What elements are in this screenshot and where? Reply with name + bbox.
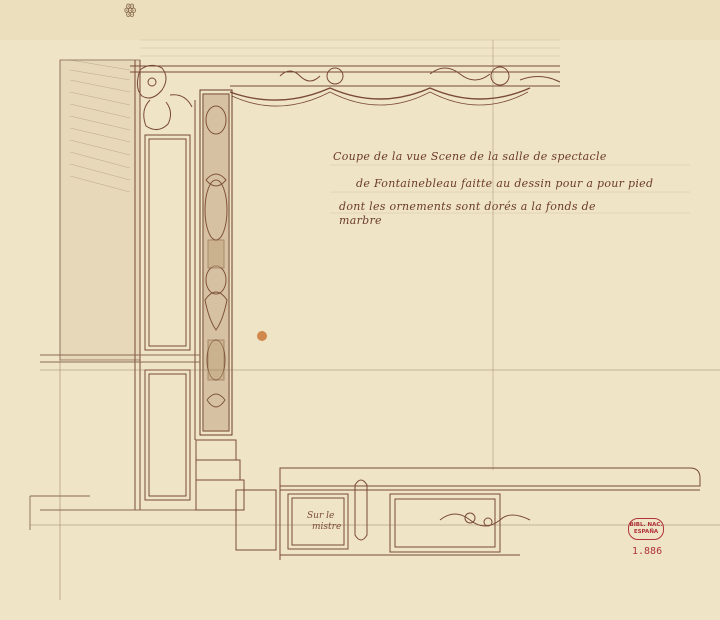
annotation-line-2: mistre	[312, 522, 342, 532]
corner-mark: ꙮ	[124, 2, 137, 18]
stamp-line-1: BIBL. NAC.	[629, 522, 663, 528]
caption-line-1: Coupe de la vue Scene de la salle de spectacle	[333, 150, 607, 163]
caption-line-4: marbre	[339, 214, 382, 227]
caption-line-3: dont les ornements sont dorés a la fonds de	[339, 200, 596, 213]
stamp-line-2: ESPAÑA	[633, 529, 659, 535]
inventory-number: 1.886	[632, 546, 663, 557]
library-stamp	[628, 518, 664, 540]
caption-line-2: de Fontainebleau faitte au dessin pour a pour pied	[356, 177, 654, 190]
annotation-line-1: Sur le	[307, 511, 335, 521]
pilaster-shading	[203, 94, 229, 431]
ink-blot	[257, 331, 267, 341]
